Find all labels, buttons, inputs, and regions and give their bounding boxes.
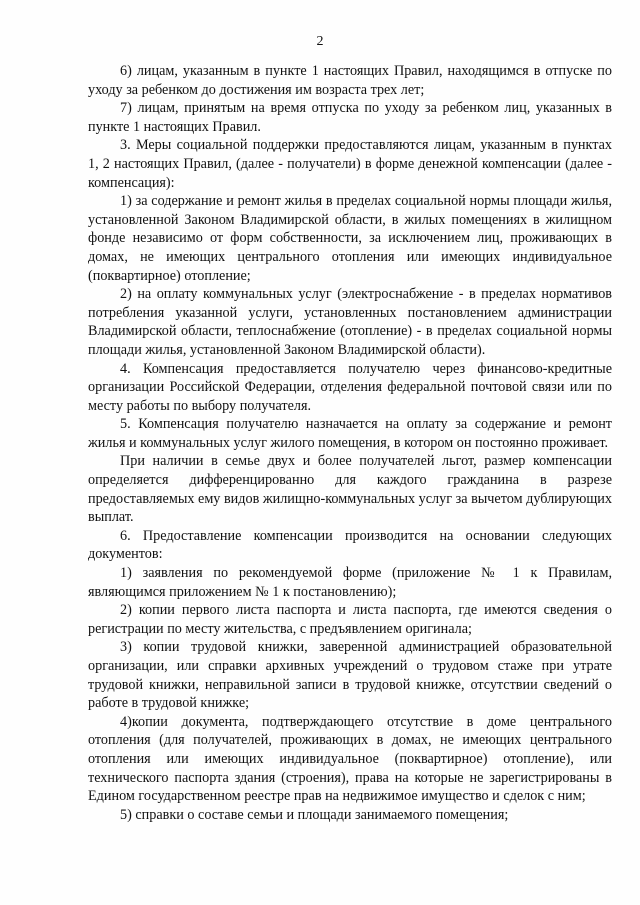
paragraph: 7) лицам, принятым на время отпуска по уходу за ребенком лиц, указанных в пункте 1 настоящих Правил. [88,100,612,135]
paragraph: 3) копии трудовой книжки, заверенной администрацией образовательной организации, или справки архивных учреждений о трудовом стаже при утрате трудовой книжки, неправильной записи в трудовой книжке, отсутствии сведений о работе в трудовой книжке; [88,639,612,712]
paragraph: 6. Предоставление компенсации производится на основании следующих документов: [88,527,612,563]
paragraph: 6) лицам, указанным в пункте 1 настоящих Правил, находящимся в отпуске по уходу за ребенком до достижения им возраста трех лет; [88,63,612,98]
paragraph: 4)копии документа, подтверждающего отсутствие в доме центрального отопления (для получателей, проживающих в домах, не имеющих центрального отопления или имеющих индивидуальное (поквартирное) отопление), или технического паспорта здания (строения), права на которые не зарегистрированы в Едином государственном реестре прав на недвижимое имущество и сделок с ним; [88,713,612,805]
paragraph: 3. Меры социальной поддержки предоставляются лицам, указанным в пунктах 1, 2 настоящих Правил, (далее - получатели) в форме денежной компенсации (далее - компенсация): [88,137,612,191]
paragraph: 1) за содержание и ремонт жилья в пределах социальной нормы площади жилья, установленной Законом Владимирской области, в жилых помещениях в жилищном фонде независимо от форм собственности, за исключением лиц, проживающих в домах, не имеющих центрального отопления или имеющих индивидуальное (поквартирное) отопление; [88,193,612,284]
paragraph: 4. Компенсация предоставляется получателю через финансово-кредитные организации Российской Федерации, отделения федеральной почтовой связи или по месту работы по выбору получателя. [88,360,612,414]
paragraph: 2) копии первого листа паспорта и листа паспорта, где имеются сведения о регистрации по месту жительства, с предъявлением оригинала; [88,602,612,637]
paragraph: 1) заявления по рекомендуемой форме (приложение № 1 к Правилам, являющимся приложением № 1 к постановлению); [88,565,612,600]
paragraph: 5. Компенсация получателю назначается на оплату за содержание и ремонт жилья и коммунальных услуг жилого помещения, в котором он постоянно проживает. [88,416,612,451]
document-body [88,62,612,824]
paragraph: 2) на оплату коммунальных услуг (электроснабжение - в пределах нормативов потребления указанной услуги, установленных постановлением администрации Владимирской области, теплоснабжение (отопление) - в пределах социальной нормы площади жилья, установленной Законом Владимирской области). [88,286,612,358]
paragraph: При наличии в семье двух и более получателей льгот, размер компенсации определяется дифференцированно для каждого гражданина в разрезе предоставляемых ему видов жилищно-коммунальных услуг за вычетом дублирующих выплат. [88,453,612,526]
page-number: 2 [316,34,324,49]
paragraph: 5) справки о составе семьи и площади занимаемого помещения; [120,806,509,823]
